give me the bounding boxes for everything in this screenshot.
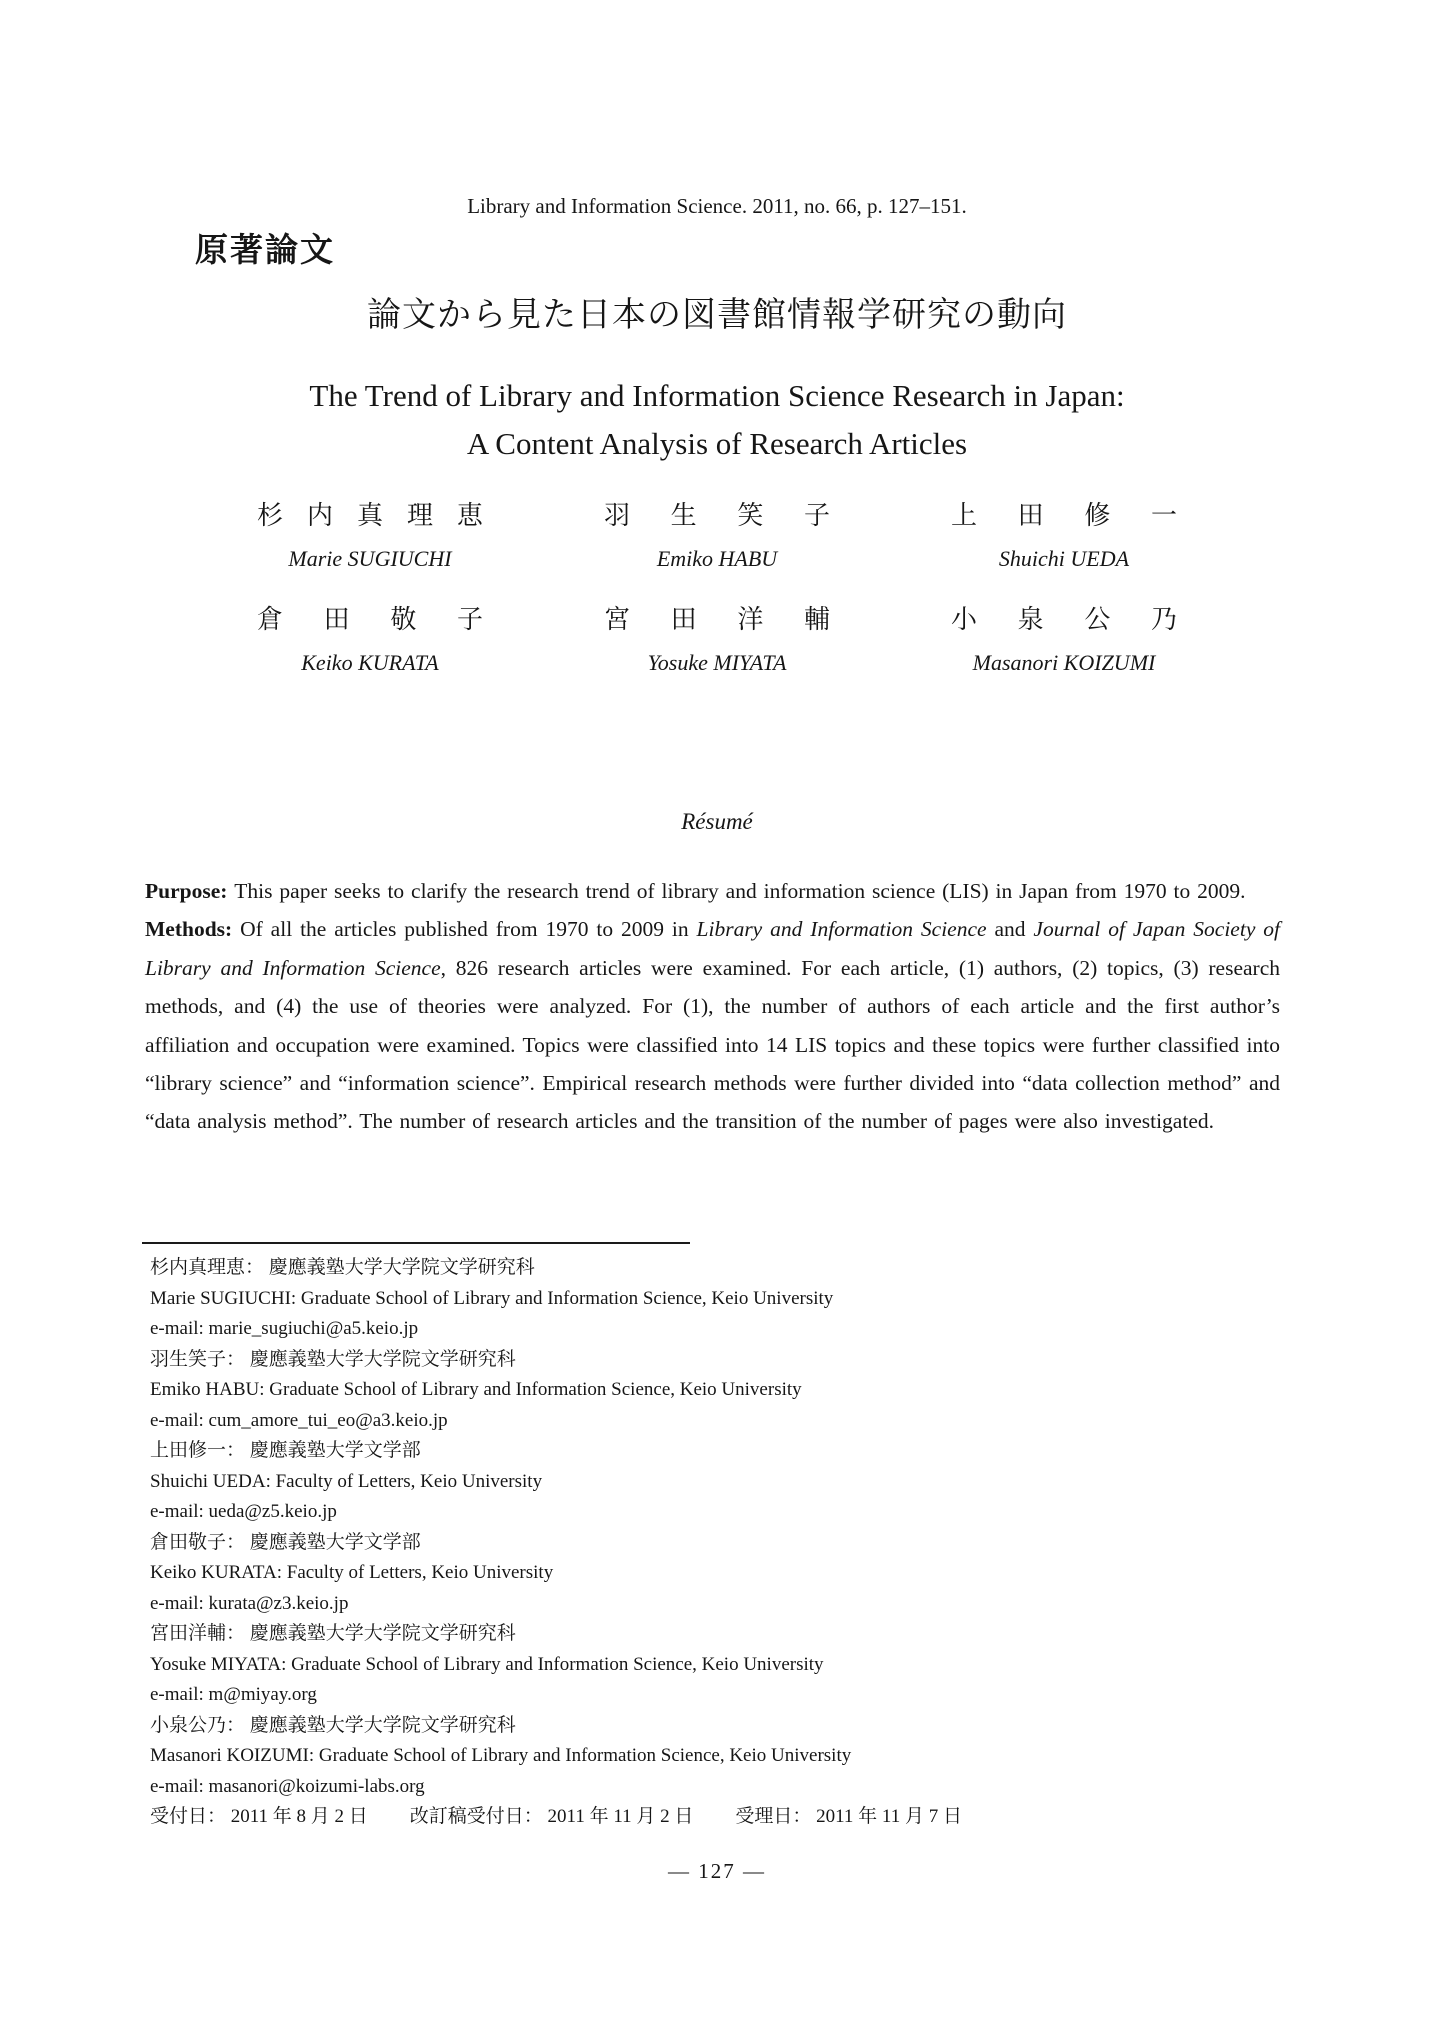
authors-grid [0,499,1434,677]
footnote-line: e-mail: kurata@z3.keio.jp [150,1592,349,1614]
page-number: — 127 — [668,1859,766,1883]
footnote-date: 受付日： 2011 年 8 月 2 日 [150,1806,368,1827]
abstract-paragraph [145,872,1280,910]
title-english [0,372,1434,468]
footnote-line: e-mail: masanori@koizumi-labs.org [150,1775,425,1797]
footnote-line: 倉田敬子： 慶應義塾大学文学部 [150,1531,421,1553]
author-name-en: Emiko HABU [656,546,778,571]
article-type-label: 原著論文 [195,231,335,268]
author-name-en: Shuichi UEDA [998,546,1130,571]
author [899,603,1229,677]
run-bold: Purpose: [145,879,235,903]
footnote-line: 羽生笑子： 慶應義塾大学大学院文学研究科 [150,1348,516,1370]
run-bold: Methods: [145,917,241,942]
author [899,499,1229,573]
footnote-line: Yosuke MIYATA: Graduate School of Library and Information Science, Keio University [150,1653,824,1675]
author-name-en: Keiko KURATA [301,650,439,675]
resume-heading: Résumé [681,809,753,834]
footnote-line: Shuichi UEDA: Faculty of Letters, Keio University [150,1470,543,1492]
footnote-line: Keiko KURATA: Faculty of Letters, Keio University [150,1562,554,1583]
footnote-line: Marie SUGIUCHI: Graduate School of Library and Information Science, Keio University [150,1287,834,1309]
footnote-line: e-mail: ueda@z5.keio.jp [150,1501,337,1522]
footnote-date: 改訂稿受付日： 2011 年 11 月 2 日 [409,1806,694,1827]
run-italic: Library and Information Science [696,917,987,942]
footnote-line: 杉内真理恵： 慶應義塾大学大学院文学研究科 [150,1257,535,1278]
author [552,603,882,677]
footnote-date: 受理日： 2011 年 11 月 7 日 [735,1806,962,1827]
footnote-line: e-mail: m@miyay.org [150,1684,317,1705]
author-name-ja: 小 泉 公 乃 [951,605,1177,634]
author [205,603,535,677]
author [552,499,882,573]
author-name-en: Yosuke MIYATA [647,650,787,675]
author-name-ja: 羽 生 笑 子 [604,501,830,530]
run-italic: Journal of Japan Society of Library and Information Science [145,917,1280,980]
footnote-dates-line [150,1802,1310,1833]
author-name-ja: 宮 田 洋 輔 [604,605,830,634]
footnote-line: e-mail: marie_sugiuchi@a5.keio.jp [150,1318,419,1339]
abstract [145,872,1280,1141]
footnote-line: e-mail: cum_amore_tui_eo@a3.keio.jp [150,1409,448,1431]
run-text: , 826 research articles were examined. For each article, (1) authors, (2) topics, (3) research methods, and (4) the use of theories were analyzed. For (1), the number of authors of each article and the first author’s affiliation and occupation were examined. Topics were classified into 14 LIS topics and these topics were further classified into “library science” and “information science”. Empirical research methods were further divided into “data collection method” and “data analysis method”. The number of research articles and the transition of the number of pages were also investigated. [145,955,1280,1134]
author-row [205,499,1229,573]
footnote-line: Masanori KOIZUMI: Graduate School of Library and Information Science, Keio University [150,1745,852,1766]
run-text: This paper seeks to clarify the research trend of library and information science (LIS) in Japan from 1970 to 2009. [234,879,1246,903]
footnote-line: 上田修一： 慶應義塾大学文学部 [150,1440,421,1461]
run-text: and [986,917,1034,942]
title-japanese: 論文から見た日本の図書館情報学研究の動向 [367,297,1067,334]
author-row [205,603,1229,677]
author-name-en: Marie SUGIUCHI [288,546,452,571]
journal-citation: Library and Information Science. 2011, no. 66, p. 127–151. [467,194,967,218]
abstract-paragraph [145,910,1280,1140]
title-english-line2: A Content Analysis of Research Articles [466,426,968,461]
footnote [150,1253,1310,1833]
footnote-divider [142,1242,690,1244]
author [205,499,535,573]
author-name-en: Masanori KOIZUMI [972,650,1156,675]
title-english-line1: The Trend of Library and Information Science Research in Japan: [309,378,1125,413]
author-name-ja: 杉 内 真 理 恵 [257,501,483,530]
author-name-ja: 倉 田 敬 子 [257,605,483,634]
footnote-line: 小泉公乃： 慶應義塾大学大学院文学研究科 [150,1714,516,1736]
run-text: Of all the articles published from 1970 to 2009 in [240,917,697,942]
author-name-ja: 上 田 修 一 [951,501,1177,530]
footnote-line: 宮田洋輔： 慶應義塾大学大学院文学研究科 [150,1623,516,1644]
footnote-line: Emiko HABU: Graduate School of Library and Information Science, Keio University [150,1379,802,1400]
